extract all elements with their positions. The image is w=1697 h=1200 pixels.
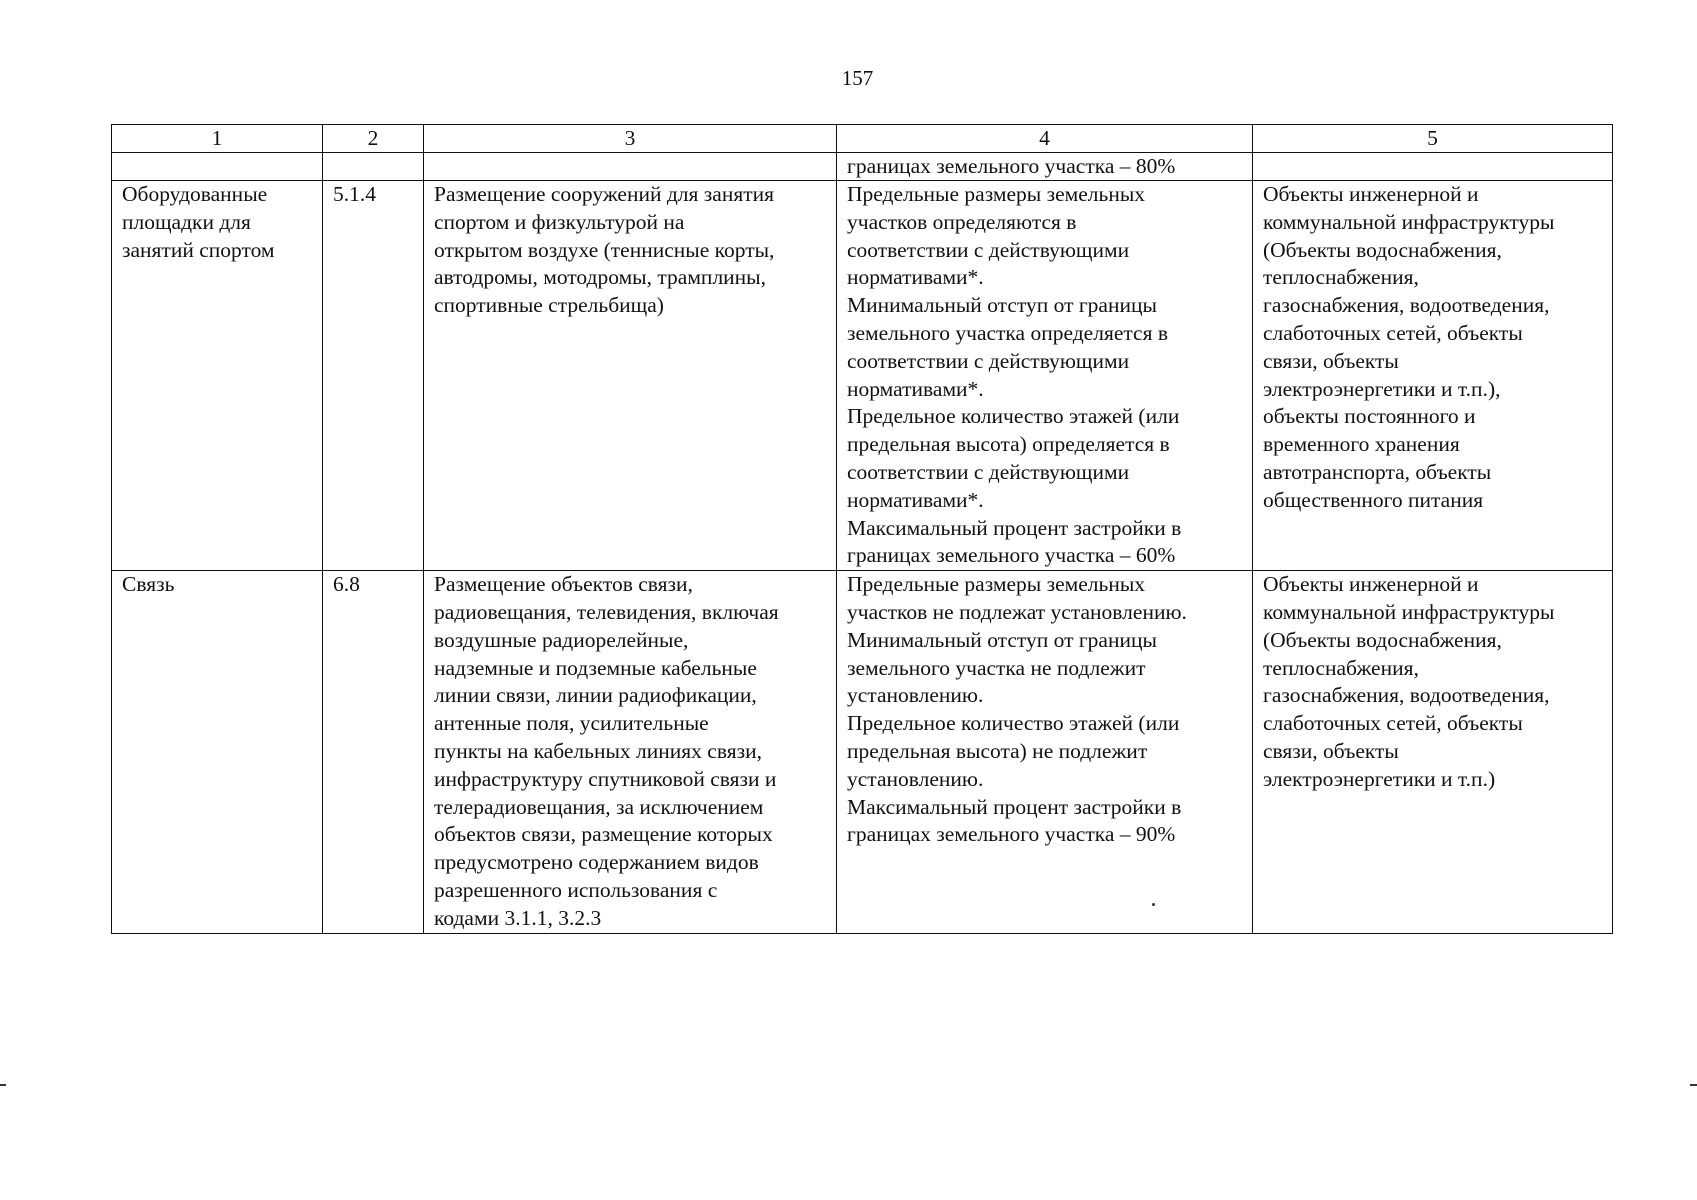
continuation-cell-4: границах земельного участка – 80% [837, 153, 1253, 181]
continuation-cell-3 [424, 153, 837, 181]
use-type-name: Оборудованные площадки для занятий спортом [112, 181, 323, 571]
continuation-row [112, 153, 1613, 181]
table-row [112, 181, 1613, 571]
column-header-5: 5 [1253, 125, 1613, 153]
use-type-code: 6.8 [323, 571, 424, 934]
column-number-row [112, 125, 1613, 153]
continuation-cell-1 [112, 153, 323, 181]
use-type-description: Размещение объектов связи, радиовещания, телевидения, включая воздушные радиорелейные, надземные и подземные кабельные линии связи, линии радиофикации, антенные поля, усилительные пункты на кабельных линиях связи, инфраструктуру спутниковой связи и телерадиовещания, за исключением объектов связи, размещение которых предусмотрено содержанием видов разрешенного использования с кодами 3.1.1, 3.2.3 [424, 571, 837, 934]
land-use-table [111, 124, 1613, 934]
use-type-objects: Объекты инженерной и коммунальной инфраструктуры (Объекты водоснабжения, теплоснабжения, газоснабжения, водоотведения, слаботочных сетей, объекты связи, объекты электроэнергетики и т.п.), объекты постоянного и временного хранения автотранспорта, объекты общественного питания [1253, 181, 1613, 571]
use-type-objects: Объекты инженерной и коммунальной инфраструктуры (Объекты водоснабжения, теплоснабжения, газоснабжения, водоотведения, слаботочных сетей, объекты связи, объекты электроэнергетики и т.п.) [1253, 571, 1613, 934]
column-header-3: 3 [424, 125, 837, 153]
use-type-description: Размещение сооружений для занятия спортом и физкультурой на открытом воздухе (теннисные корты, автодромы, мотодромы, трамплины, спортивные стрельбища) [424, 181, 837, 571]
table-row [112, 571, 1613, 934]
use-type-parameters: Предельные размеры земельных участков не подлежат установлению. Минимальный отступ от границы земельного участка не подлежит установлению. Предельное количество этажей (или предельная высота) не подлежит установлению. Максимальный процент застройки в границах земельного участка – 90% [837, 571, 1253, 934]
column-header-2: 2 [323, 125, 424, 153]
scan-speck [1152, 903, 1155, 906]
use-type-code: 5.1.4 [323, 181, 424, 571]
use-type-name: Связь [112, 571, 323, 934]
scan-edge-mark-left [0, 1084, 6, 1086]
use-type-parameters: Предельные размеры земельных участков определяются в соответствии с действующими нормативами*. Минимальный отступ от границы земельного участка определяется в соответствии с действующими нормативами*. Предельное количество этажей (или предельная высота) определяется в соответствии с действующими нормативами*. Максимальный процент застройки в границах земельного участка – 60% [837, 181, 1253, 571]
column-header-1: 1 [112, 125, 323, 153]
page-number: 157 [841, 66, 874, 90]
column-header-4: 4 [837, 125, 1253, 153]
scan-edge-mark-right [1690, 1084, 1697, 1086]
continuation-cell-2 [323, 153, 424, 181]
continuation-cell-5 [1253, 153, 1613, 181]
